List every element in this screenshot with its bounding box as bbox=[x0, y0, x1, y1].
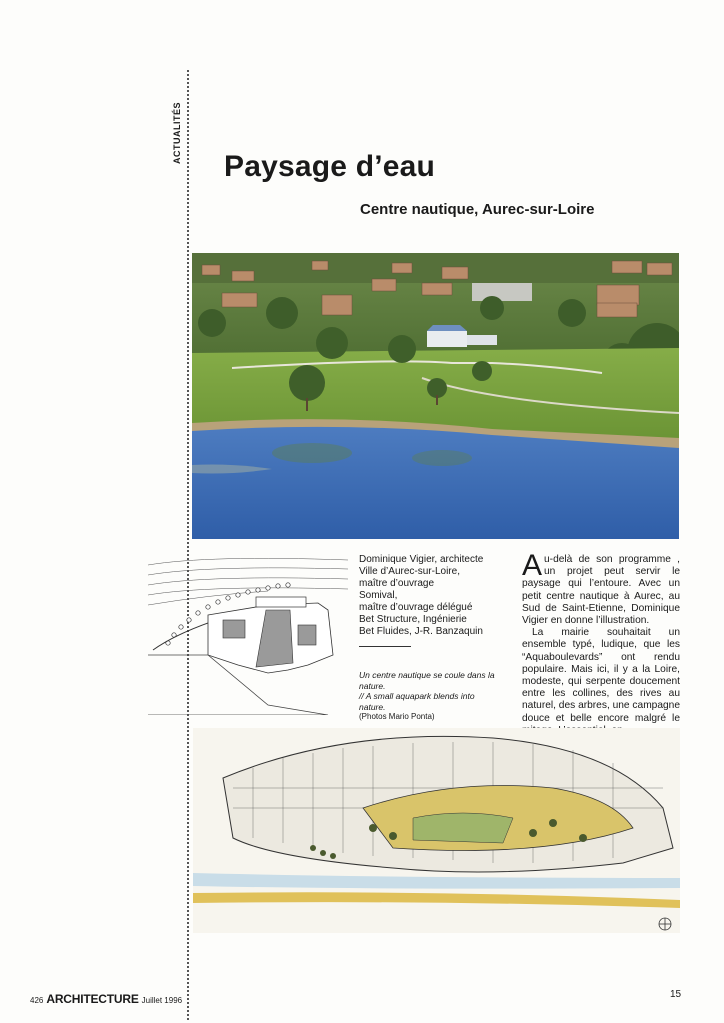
paragraph-1-text: u-delà de son programme , un projet peut servir le paysage qui l’entoure. Avec un petit centre nautique à Aurec, au Sud de Saint-Etienne, Dominique Vigier en donne l’illustration. bbox=[522, 554, 680, 627]
photo-caption bbox=[359, 670, 499, 723]
page-title: Paysage d’eau bbox=[224, 150, 436, 183]
credit-line: maître d’ouvrage délégué bbox=[359, 602, 473, 613]
section-label-text: ACTUALITÉS bbox=[172, 102, 182, 164]
magazine-name: ARCHITECTURE bbox=[46, 992, 139, 1006]
credit-line: maître d’ouvrage bbox=[359, 578, 435, 589]
footer-left bbox=[30, 992, 182, 1006]
credit-line: Ville d’Aurec-sur-Loire, bbox=[359, 566, 460, 577]
credit-line: Bet Structure, Ingénierie bbox=[359, 614, 467, 625]
credit-line: Somival, bbox=[359, 590, 398, 601]
page-subtitle: Centre nautique, Aurec-sur-Loire bbox=[360, 201, 595, 218]
article-paragraph-1 bbox=[522, 549, 680, 627]
site-plan-large bbox=[193, 728, 680, 933]
landscape-photo bbox=[192, 253, 679, 539]
credit-line: Dominique Vigier, architecte bbox=[359, 554, 484, 565]
section-label bbox=[172, 102, 186, 172]
caption-english: // A small aquapark blends into nature. bbox=[359, 691, 475, 712]
article-body bbox=[522, 549, 681, 737]
footer-page-number-left: 426 bbox=[30, 996, 44, 1005]
footer-page-number-right: 15 bbox=[670, 989, 682, 1000]
margin-dotted-rule bbox=[187, 70, 189, 1020]
article-paragraph-2: La mairie souhaitait un ensemble typé, ludique, que les “Aquaboulevards” ont rendu populaire. Mais ici, il y a la Loire, modeste, qui serpente doucement entre les collines, des rives au naturel, des arbres, une campagne douce et belle encore malgré le bbox=[522, 627, 681, 724]
drop-cap: A bbox=[522, 549, 543, 582]
photo-credit: (Photos Mario Ponta) bbox=[359, 712, 435, 721]
credit-line: Bet Fluides, J-R. Banzaquin bbox=[359, 626, 483, 637]
credits-rule bbox=[359, 646, 411, 647]
site-plan-small bbox=[148, 555, 348, 715]
caption-french: Un centre nautique se coule dans la nature. bbox=[359, 670, 495, 691]
project-credits bbox=[359, 554, 494, 647]
issue-date: Juillet 1996 bbox=[141, 996, 183, 1005]
